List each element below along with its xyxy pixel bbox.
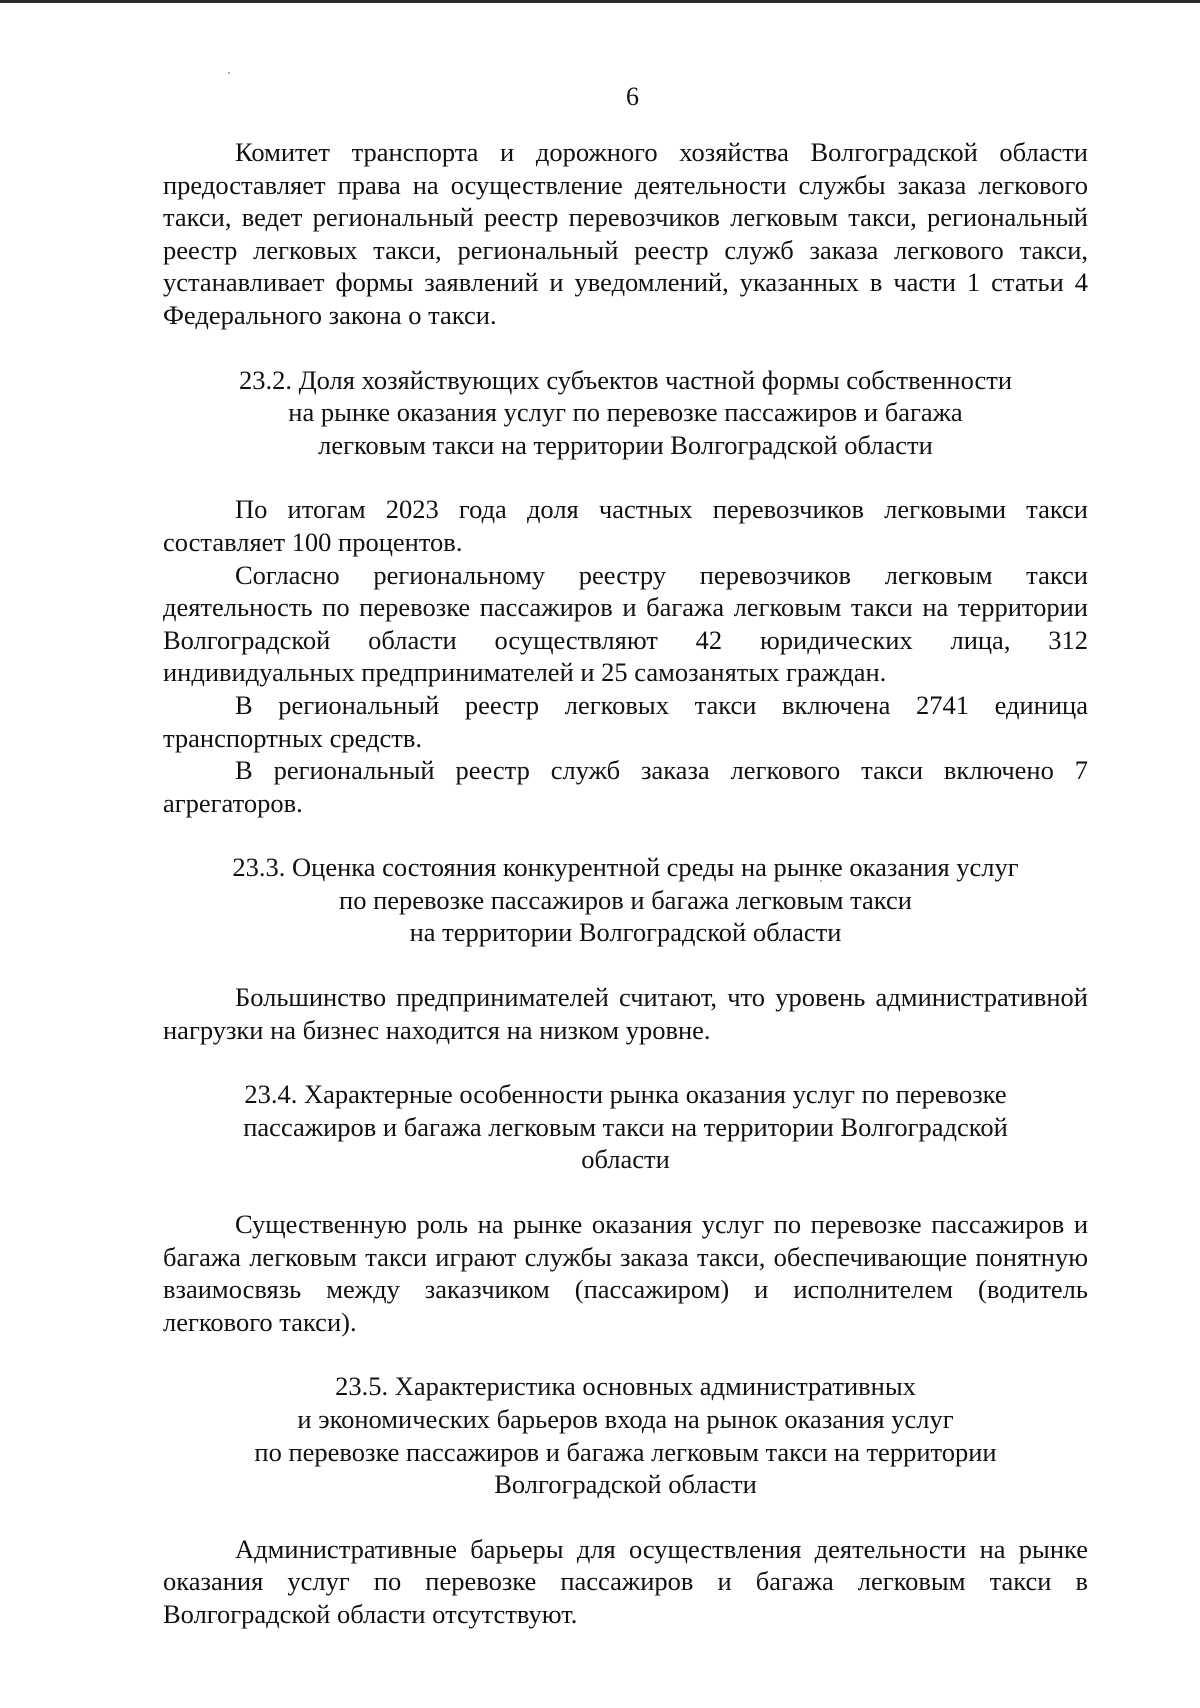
heading-line: на территории Волгоградской области: [409, 917, 842, 948]
heading-line: легковым такси на территории Волгоградской области: [318, 429, 933, 460]
scan-speck: [228, 72, 230, 74]
heading-line: пассажиров и багажа легковым такси на территории Волгоградской: [243, 1111, 1008, 1142]
heading-line: и экономических барьеров входа на рынок оказания услуг: [297, 1404, 954, 1434]
section-heading-23-2: [163, 364, 1088, 462]
heading-line: 23.5. Характеристика основных административных: [335, 1371, 916, 1402]
heading-line: области: [581, 1144, 670, 1175]
body-paragraph: В региональный реестр служб заказа легкового такси включено 7 агрегаторов.: [163, 755, 1088, 818]
scan-top-border: [0, 0, 1200, 3]
section-heading-23-5: [163, 1370, 1088, 1500]
heading-line: 23.2. Доля хозяйствующих субъектов частной формы собственности: [238, 364, 1013, 395]
heading-line: 23.3. Оценка состояния конкурентной среды на рынке оказания услуг: [232, 852, 1019, 883]
body-paragraph: Существенную роль на рынке оказания услуг по перевозке пассажиров и багажа легковым такси играют службы заказа такси, обеспечивающие понятную взаимосвязь между заказчиком (пассажиром) и исполнителем (водитель легкового такси).: [163, 1209, 1088, 1337]
section-heading-23-3: [163, 851, 1088, 949]
heading-line: по перевозке пассажиров и багажа легковым такси на территории: [254, 1436, 997, 1467]
body-paragraph: Комитет транспорта и дорожного хозяйства Волгоградской области предоставляет права на осуществление деятельности службы заказа легкового такси, ведет региональный реестр перевозчиков легковым такси, региональный реестр легковых такси, региональный реестр служб заказа легкового такси, устанавливает формы заявлений и уведомлений, указанных в части 1 статьи 4 Федерального закона о такси.: [163, 137, 1088, 330]
body-paragraph: В региональный реестр легковых такси включена 2741 единица транспортных средств.: [163, 689, 1088, 753]
section-heading-23-4: [163, 1078, 1088, 1176]
heading-line: по перевозке пассажиров и багажа легковым такси: [339, 884, 912, 915]
body-paragraph: Большинство предпринимателей считают, что уровень административной нагрузки на бизнес находится на низком уровне.: [163, 982, 1088, 1045]
heading-line: Волгоградской области: [494, 1469, 757, 1500]
body-paragraph: Согласно региональному реестру перевозчиков легковым такси деятельность по перевозке пассажиров и багажа легковым такси на территории Волгоградской области осуществляют 42 юридических лица, 312 индивидуальных предпринимателей и 25 самозанятых граждан.: [163, 559, 1088, 688]
page-number: 6: [626, 82, 639, 111]
body-paragraph: Административные барьеры для осуществления деятельности на рынке оказания услуг по перевозке пассажиров и багажа легковым такси в Волгоградской области отсутствуют.: [163, 1533, 1088, 1629]
document-body: [163, 136, 1088, 1631]
body-paragraph: По итогам 2023 года доля частных перевозчиков легковыми такси составляет 100 процентов.: [163, 494, 1088, 557]
heading-line: 23.4. Характерные особенности рынка оказания услуг по перевозке: [244, 1079, 1007, 1110]
heading-line: на рынке оказания услуг по перевозке пассажиров и багажа: [288, 397, 963, 428]
